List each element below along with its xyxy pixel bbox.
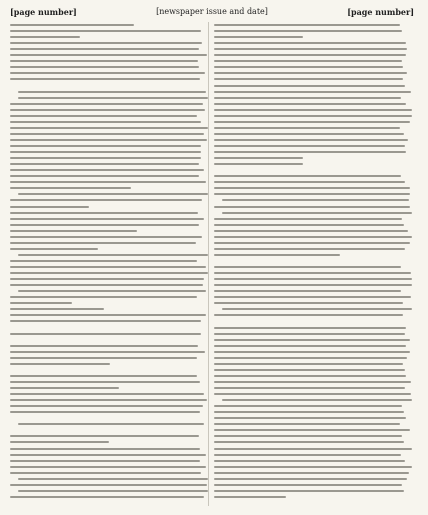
text-line [214, 448, 412, 450]
text-line [10, 30, 201, 32]
text-line [214, 91, 411, 93]
text-line [10, 411, 200, 413]
text-line [214, 272, 411, 274]
text-line [10, 139, 207, 141]
text-line [10, 78, 200, 80]
text-line [214, 151, 406, 153]
text-line [18, 290, 206, 292]
text-line [10, 441, 109, 443]
text-line [214, 181, 405, 183]
text-line [222, 199, 409, 201]
text-line [214, 127, 400, 129]
text-line [214, 454, 401, 456]
text-line [10, 393, 204, 395]
text-line [214, 351, 410, 353]
text-line [214, 163, 303, 165]
text-line [10, 103, 203, 105]
text-line [214, 218, 402, 220]
text-line [214, 363, 403, 365]
text-line [214, 490, 404, 492]
text-line [10, 435, 199, 437]
text-line [10, 151, 201, 153]
text-line [10, 399, 207, 401]
text-lines [10, 22, 210, 506]
text-column-left [10, 22, 210, 506]
text-line [10, 127, 208, 129]
text-line [214, 248, 405, 250]
text-line [10, 115, 197, 117]
text-line [10, 109, 205, 111]
text-line [214, 187, 410, 189]
text-line [10, 42, 202, 44]
text-line [214, 36, 303, 38]
text-line [214, 254, 340, 256]
text-line [214, 133, 404, 135]
text-line [214, 109, 412, 111]
text-line [10, 199, 202, 201]
text-line [214, 193, 410, 195]
text-line [222, 212, 412, 214]
text-line [10, 320, 201, 322]
text-line [10, 357, 197, 359]
text-line [10, 242, 196, 244]
text-line [10, 454, 206, 456]
text-line [10, 187, 131, 189]
page-number-right: [page number] [347, 7, 414, 17]
text-line [10, 175, 199, 177]
text-lines [214, 22, 414, 506]
text-line [214, 175, 401, 177]
text-line [10, 387, 119, 389]
text-line [10, 260, 197, 262]
text-line [10, 24, 134, 26]
text-line [10, 351, 205, 353]
text-line [10, 466, 206, 468]
text-line [214, 72, 407, 74]
text-line [10, 472, 201, 474]
text-line [214, 236, 412, 238]
text-line [10, 133, 204, 135]
text-line [222, 308, 412, 310]
text-line [214, 381, 411, 383]
text-line [18, 423, 204, 425]
text-line [10, 375, 197, 377]
text-line [214, 66, 403, 68]
text-line [10, 230, 137, 232]
text-line [10, 236, 202, 238]
text-line [214, 42, 406, 44]
text-line [214, 48, 407, 50]
text-line [10, 302, 72, 304]
text-line [10, 169, 204, 171]
text-line [214, 393, 411, 395]
text-line [214, 478, 407, 480]
text-line [10, 266, 206, 268]
text-line [18, 254, 208, 256]
text-line [10, 181, 206, 183]
text-line [214, 296, 411, 298]
text-line [10, 296, 197, 298]
text-line [10, 333, 201, 335]
text-line [214, 484, 402, 486]
text-line [10, 163, 199, 165]
text-line [214, 278, 412, 280]
text-line [10, 272, 208, 274]
text-line [18, 193, 208, 195]
text-line [214, 411, 404, 413]
text-line [214, 115, 412, 117]
text-line [10, 484, 207, 486]
text-line [214, 290, 401, 292]
text-line [214, 230, 408, 232]
text-line [214, 242, 410, 244]
text-line [10, 206, 89, 208]
text-column-right [214, 22, 414, 506]
text-line [214, 145, 405, 147]
text-line [10, 72, 205, 74]
text-line [10, 308, 104, 310]
text-line [214, 460, 405, 462]
text-line [214, 302, 403, 304]
text-line [214, 103, 406, 105]
text-line [18, 91, 206, 93]
text-line [214, 387, 405, 389]
text-line [214, 121, 410, 123]
text-line [214, 496, 286, 498]
text-line [214, 157, 303, 159]
text-line [214, 30, 402, 32]
text-line [214, 369, 405, 371]
text-line [214, 429, 410, 431]
text-line [10, 48, 199, 50]
text-line [214, 339, 410, 341]
text-line [10, 381, 200, 383]
text-line [214, 345, 406, 347]
text-line [18, 97, 208, 99]
text-line [10, 36, 80, 38]
text-line [214, 60, 402, 62]
text-line [10, 60, 198, 62]
text-line [10, 278, 204, 280]
text-line [10, 248, 98, 250]
page-header [10, 6, 414, 20]
text-line [214, 224, 404, 226]
text-line [222, 399, 412, 401]
text-line [10, 145, 201, 147]
text-line [214, 284, 412, 286]
text-line [10, 212, 198, 214]
text-line [214, 441, 404, 443]
text-line [10, 66, 199, 68]
text-line [214, 97, 401, 99]
text-line [214, 357, 407, 359]
text-line [10, 363, 110, 365]
page-number-left: [page number] [10, 7, 77, 17]
text-line [214, 54, 406, 56]
issue-date: [newspaper issue and date] [156, 7, 268, 16]
text-line [214, 266, 401, 268]
text-line [214, 139, 408, 141]
text-line [10, 448, 200, 450]
text-line [214, 375, 406, 377]
text-line [18, 478, 208, 480]
column-divider [208, 22, 209, 506]
text-line [214, 466, 412, 468]
text-line [10, 157, 201, 159]
text-line [10, 314, 206, 316]
text-line [214, 85, 405, 87]
text-line [214, 327, 406, 329]
text-line [10, 224, 199, 226]
text-line [214, 472, 409, 474]
text-line [10, 54, 207, 56]
text-line [214, 435, 402, 437]
text-line [214, 206, 410, 208]
text-line [214, 78, 403, 80]
text-line [10, 284, 203, 286]
text-line [18, 490, 208, 492]
text-line [10, 405, 203, 407]
text-line [214, 333, 405, 335]
text-line [214, 405, 402, 407]
text-line [214, 417, 406, 419]
text-line [10, 121, 201, 123]
text-line [10, 496, 204, 498]
text-line [214, 423, 400, 425]
text-line [214, 314, 403, 316]
text-line [10, 460, 200, 462]
text-line [10, 345, 198, 347]
text-line [214, 24, 400, 26]
text-line [10, 218, 204, 220]
